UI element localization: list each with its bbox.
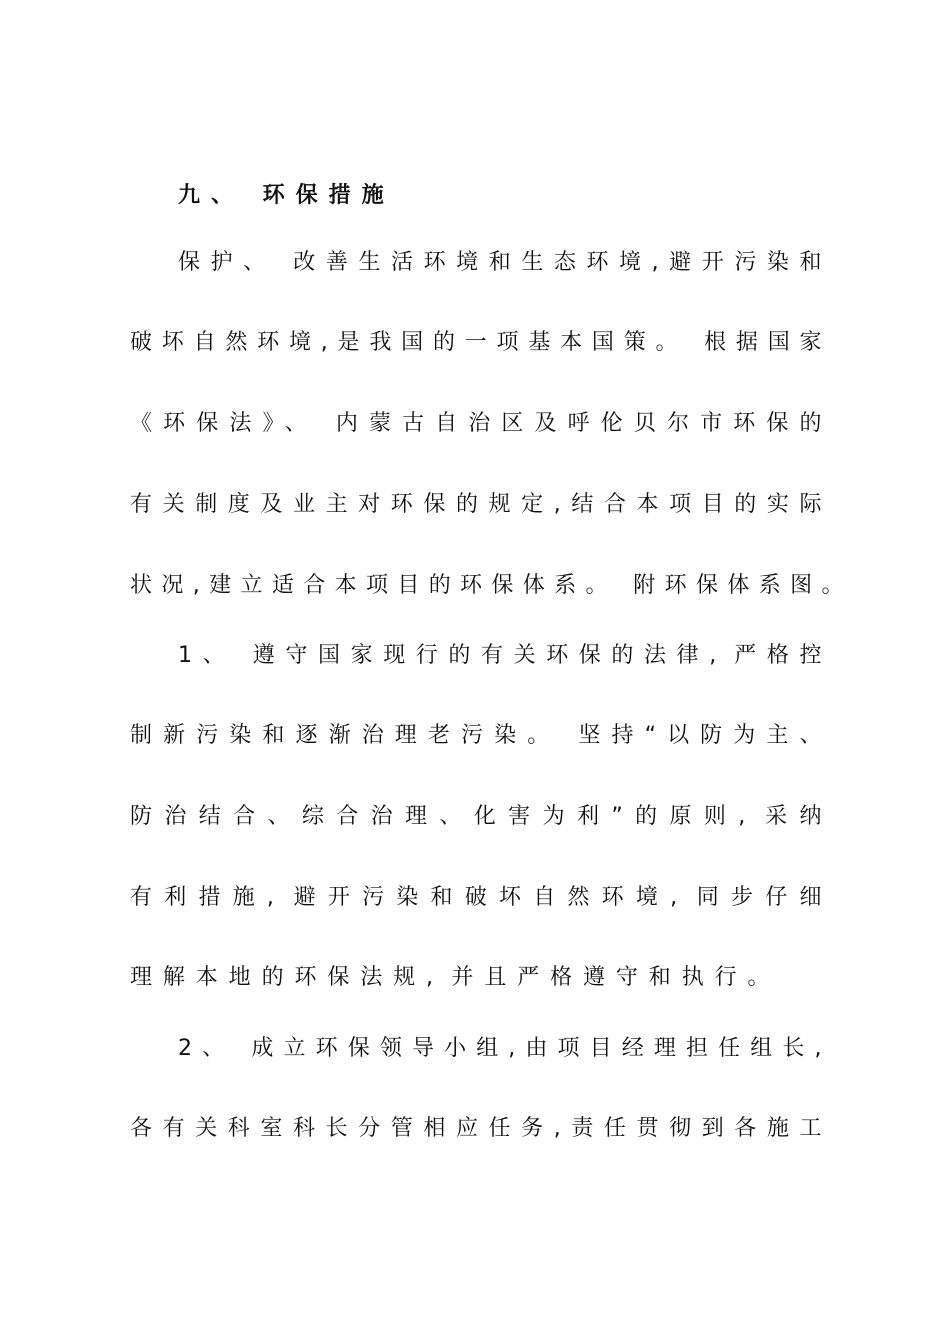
paragraph-line: 制新污染和逐渐治理老污染。 坚持“以防为主、 xyxy=(130,723,822,748)
paragraph-line: 理解本地的环保法规, 并且严格遵守和执行。 xyxy=(130,965,770,990)
paragraph-line: 有利措施, 避开污染和破坏自然环境, 同步仔细 xyxy=(130,885,822,910)
paragraph-line: 2、 成立环保领导小组,由项目经理担任组长, xyxy=(178,1036,822,1061)
paragraph-line: 有关制度及业主对环保的规定,结合本项目的实际 xyxy=(130,492,822,517)
paragraph-line: 各有关科室科长分管相应任务,责任贯彻到各施工 xyxy=(130,1116,822,1141)
paragraph-line: 保护、 改善生活环境和生态环境,避开污染和 xyxy=(178,250,822,275)
paragraph-line: 状况,建立适合本项目的环保体系。 附环保体系图。 xyxy=(130,573,844,598)
paragraph-line: 1、 遵守国家现行的有关环保的法律, 严格控 xyxy=(178,643,822,668)
paragraph-line: 破坏自然环境,是我国的一项基本国策。 根据国家 xyxy=(130,330,822,355)
paragraph-line: 《环保法》、 内蒙古自治区及呼伦贝尔市环保的 xyxy=(130,411,822,436)
paragraph-line: 防治结合、综合治理、化害为利”的原则, 采纳 xyxy=(130,804,822,829)
section-heading: 九、 环保措施 xyxy=(178,183,395,208)
